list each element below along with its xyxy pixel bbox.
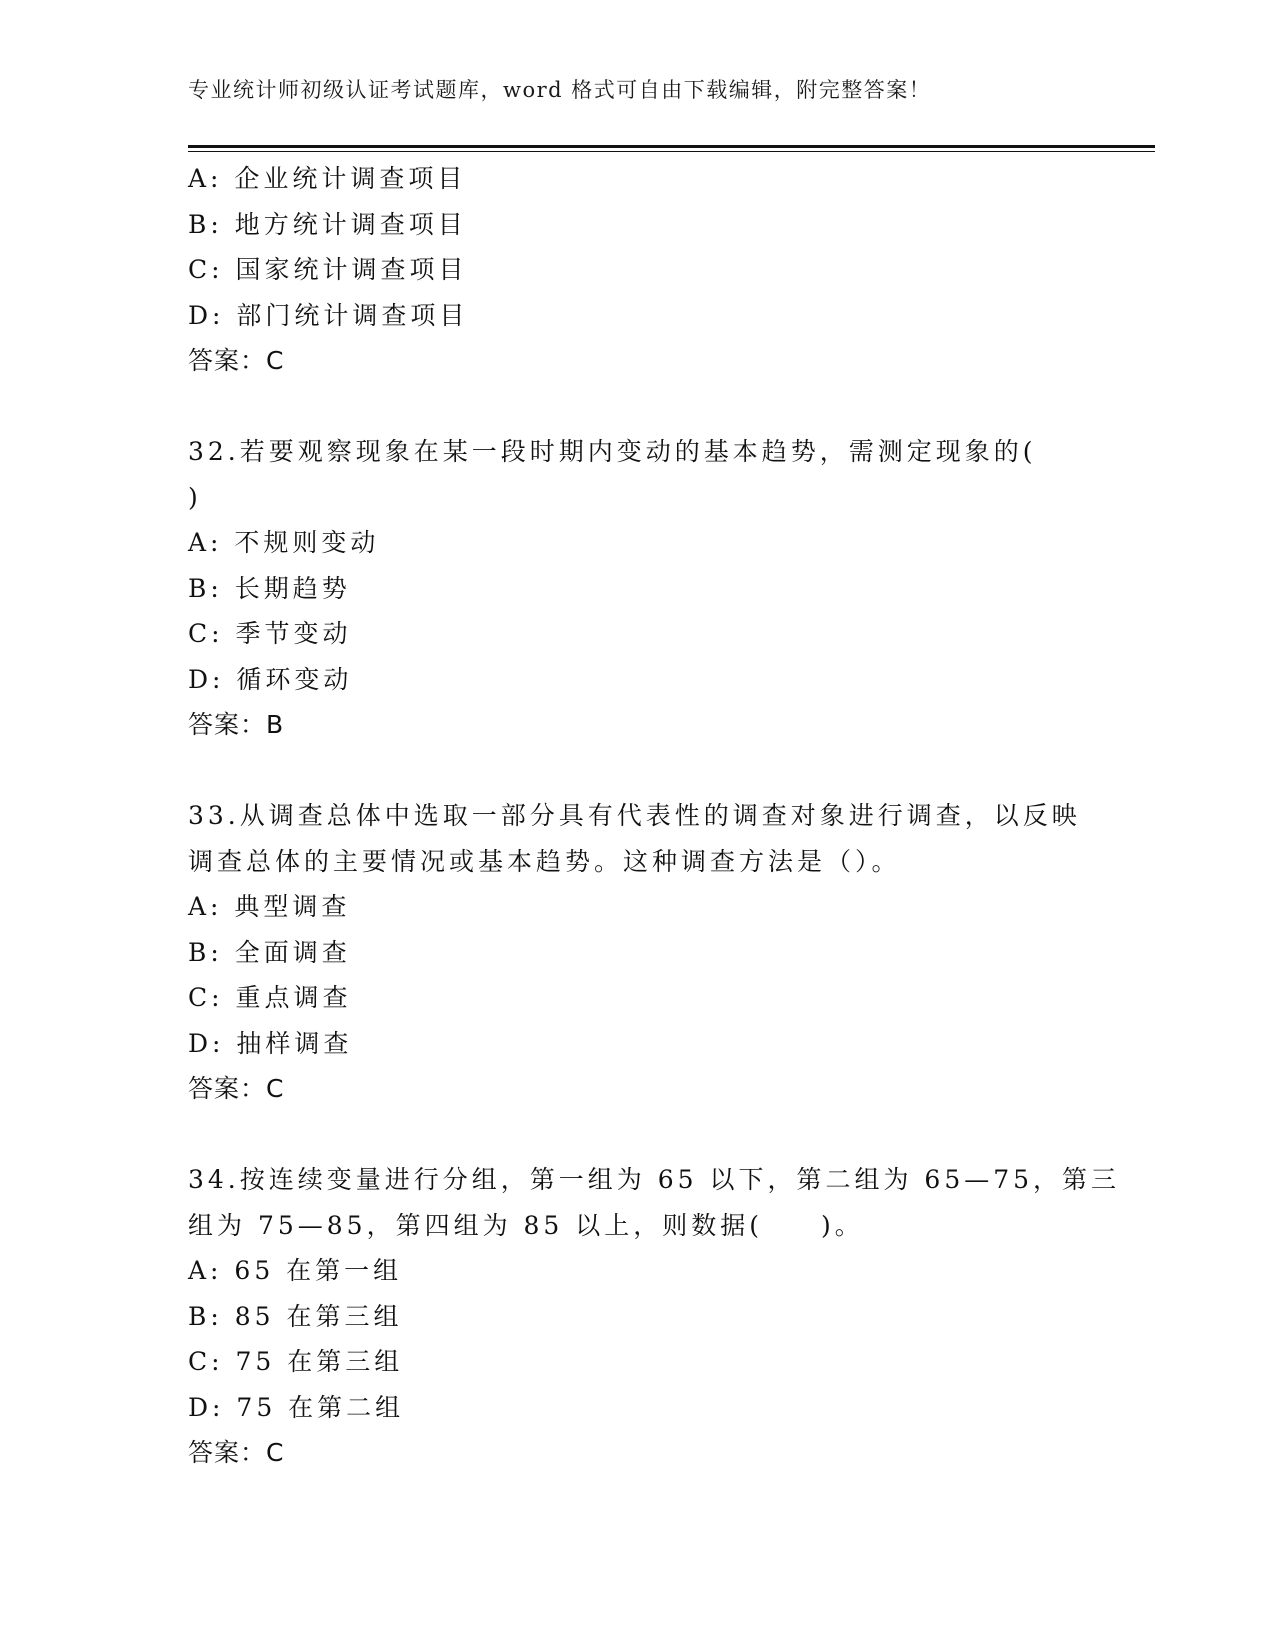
option-c: C: 季节变动 bbox=[188, 619, 352, 648]
question-stem: 32.若要观察现象在某一段时期内变动的基本趋势，需测定现象的( bbox=[188, 437, 1037, 466]
option-a: A: 典型调查 bbox=[188, 892, 351, 921]
option-d: D: 抽样调查 bbox=[188, 1028, 353, 1058]
option-d: D: 循环变动 bbox=[188, 664, 353, 694]
option-c: C: 重点调查 bbox=[188, 983, 352, 1012]
option-a: A: 不规则变动 bbox=[188, 528, 380, 557]
option-b: B: 全面调查 bbox=[188, 937, 351, 967]
option-a: A: 65 在第一组 bbox=[188, 1256, 403, 1285]
answer-line: 答案：C bbox=[188, 1438, 285, 1467]
question-stem-continued: 组为 75—85，第四组为 85 以上，则数据( )。 bbox=[188, 1210, 864, 1240]
question-stem-continued: 调查总体的主要情况或基本趋势。这种调查方法是（）。 bbox=[188, 846, 901, 876]
question-list bbox=[188, 156, 1121, 1476]
answer-line: 答案：B bbox=[188, 710, 285, 739]
option-b: B: 长期趋势 bbox=[188, 573, 351, 603]
option-d: D: 75 在第二组 bbox=[188, 1392, 405, 1422]
option-c: C: 国家统计调查项目 bbox=[188, 255, 468, 284]
option-d: D: 部门统计调查项目 bbox=[188, 300, 469, 330]
question-block-34 bbox=[188, 1157, 1121, 1476]
page-header: 专业统计师初级认证考试题库，word 格式可自由下载编辑，附完整答案！ bbox=[188, 78, 932, 102]
option-b: B: 85 在第三组 bbox=[188, 1301, 403, 1331]
question-block-33 bbox=[188, 793, 1088, 1112]
question-block-32 bbox=[188, 429, 1088, 748]
question-stem-continued: ) bbox=[188, 482, 202, 512]
option-c: C: 75 在第三组 bbox=[188, 1347, 404, 1376]
question-block-31 bbox=[188, 156, 1088, 384]
header-rule-thin bbox=[188, 151, 1155, 152]
option-a: A: 企业统计调查项目 bbox=[188, 164, 467, 193]
answer-line: 答案：C bbox=[188, 1074, 285, 1103]
answer-line: 答案：C bbox=[188, 346, 285, 375]
question-stem: 33.从调查总体中选取一部分具有代表性的调查对象进行调查，以反映 bbox=[188, 801, 1081, 830]
question-stem: 34.按连续变量进行分组，第一组为 65 以下，第二组为 65—75，第三 bbox=[188, 1165, 1121, 1194]
option-b: B: 地方统计调查项目 bbox=[188, 209, 467, 239]
header-rule-thick bbox=[188, 145, 1155, 148]
